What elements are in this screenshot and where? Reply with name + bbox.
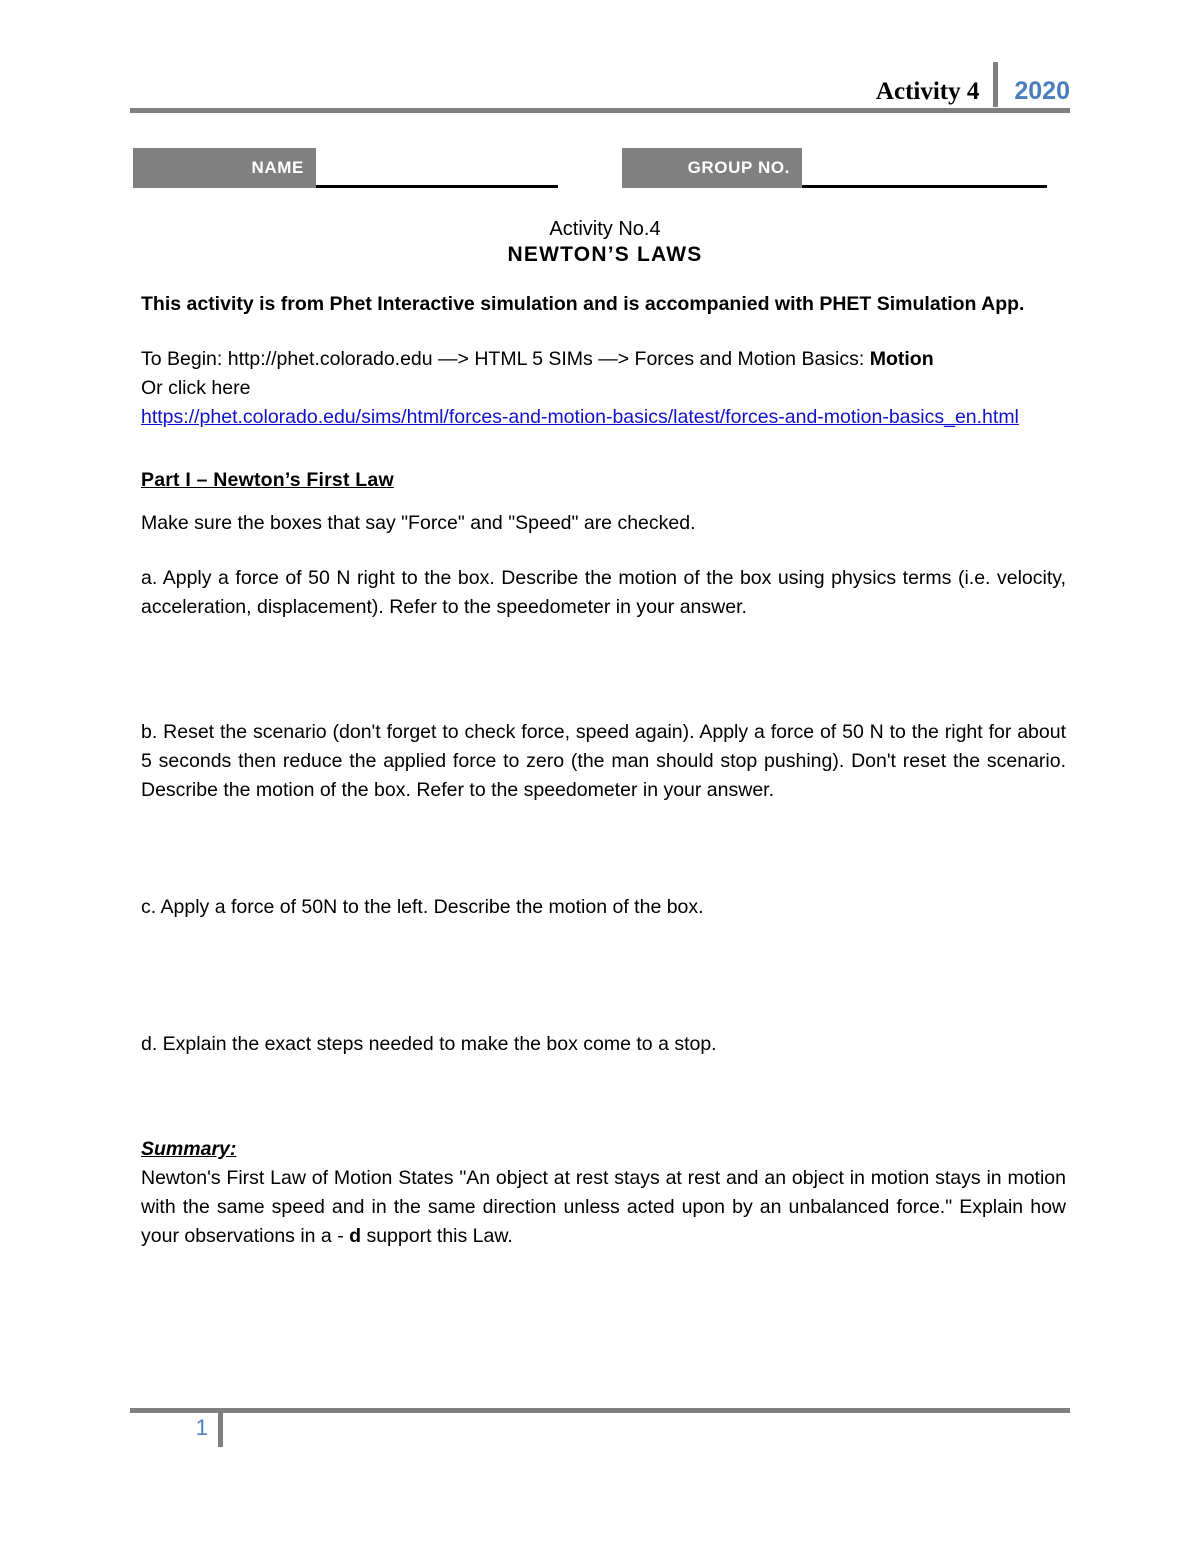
simulation-link[interactable]: https://phet.colorado.edu/sims/html/forces-and-motion-basics/latest/forces-and-motion-basics_en.html — [141, 406, 1019, 428]
summary-heading-paragraph — [141, 1135, 1066, 1164]
to-begin-paragraph — [141, 345, 1066, 374]
question-b: b. Reset the scenario (don't forget to check force, speed again). Apply a force of 50 N to the right for about 5 seconds then reduce the applied force to zero (the man should stop pushing). Don't reset the scenario. Describe the motion of the box. Refer to the speedometer in your answer. — [141, 721, 1066, 801]
spacer — [141, 495, 1066, 509]
or-click-here-text: Or click here — [141, 377, 251, 399]
page-number: 1 — [195, 1415, 208, 1440]
summary-paragraph — [141, 1164, 1066, 1251]
question-a: a. Apply a force of 50 N right to the box. Describe the motion of the box using physics terms (i.e. velocity, acceleration, displacement). Refer to the speedometer in your answer. — [141, 567, 1066, 618]
summary-text-part-two: support this Law. — [361, 1225, 513, 1247]
group-number-label: GROUP NO. — [622, 148, 802, 188]
spacer — [141, 432, 1066, 466]
summary-heading: Summary: — [141, 1138, 237, 1160]
to-begin-text: To Begin: http://phet.colorado.edu —> HTML 5 SIMs —> Forces and Motion Basics: — [141, 348, 870, 370]
checkbox-instruction: Make sure the boxes that say "Force" and "Speed" are checked. — [141, 512, 696, 534]
header-activity-label: Activity 4 — [875, 78, 980, 105]
group-number-field — [622, 148, 1047, 188]
page-footer — [130, 1408, 1070, 1453]
to-begin-bold-word: Motion — [869, 348, 934, 370]
footer-vertical-divider — [218, 1413, 223, 1447]
activity-number-title: Activity No.4 — [549, 218, 661, 240]
page-header — [130, 62, 1070, 112]
part-one-heading: Part I – Newton’s First Law — [141, 469, 394, 491]
header-year-label: 2020 — [1014, 77, 1070, 105]
group-number-input-blank[interactable] — [802, 148, 1047, 188]
summary-bold-letter: d — [349, 1225, 362, 1247]
activity-name-title: NEWTON’S LAWS — [507, 243, 703, 266]
page-title — [140, 216, 1070, 268]
name-field — [133, 148, 558, 188]
intro-paragraph: This activity is from Phet Interactive simulation and is accompanied with PHET Simulation App. — [141, 293, 1025, 315]
question-d: d. Explain the exact steps needed to make the box come to a stop. — [141, 1033, 717, 1055]
answer-space-a[interactable] — [141, 622, 1066, 718]
name-input-blank[interactable] — [316, 148, 558, 188]
part-one-heading-paragraph — [141, 466, 1066, 495]
spacer — [141, 319, 1066, 345]
spacer — [141, 538, 1066, 564]
identification-row — [133, 148, 1073, 192]
document-body — [141, 290, 1066, 1251]
header-horizontal-rule — [130, 108, 1070, 113]
simulation-link-paragraph — [141, 403, 1066, 432]
answer-space-c[interactable] — [141, 922, 1066, 1030]
answer-space-b[interactable] — [141, 805, 1066, 893]
question-c: c. Apply a force of 50N to the left. Describe the motion of the box. — [141, 896, 704, 918]
answer-space-d[interactable] — [141, 1059, 1066, 1135]
name-label: NAME — [133, 148, 316, 188]
summary-text-part-one: Newton's First Law of Motion States "An object at rest stays at rest and an object in motion stays in motion with the same speed and in the same direction unless acted upon by an unbalanced force." Explain how your observations in a - — [141, 1167, 1066, 1247]
